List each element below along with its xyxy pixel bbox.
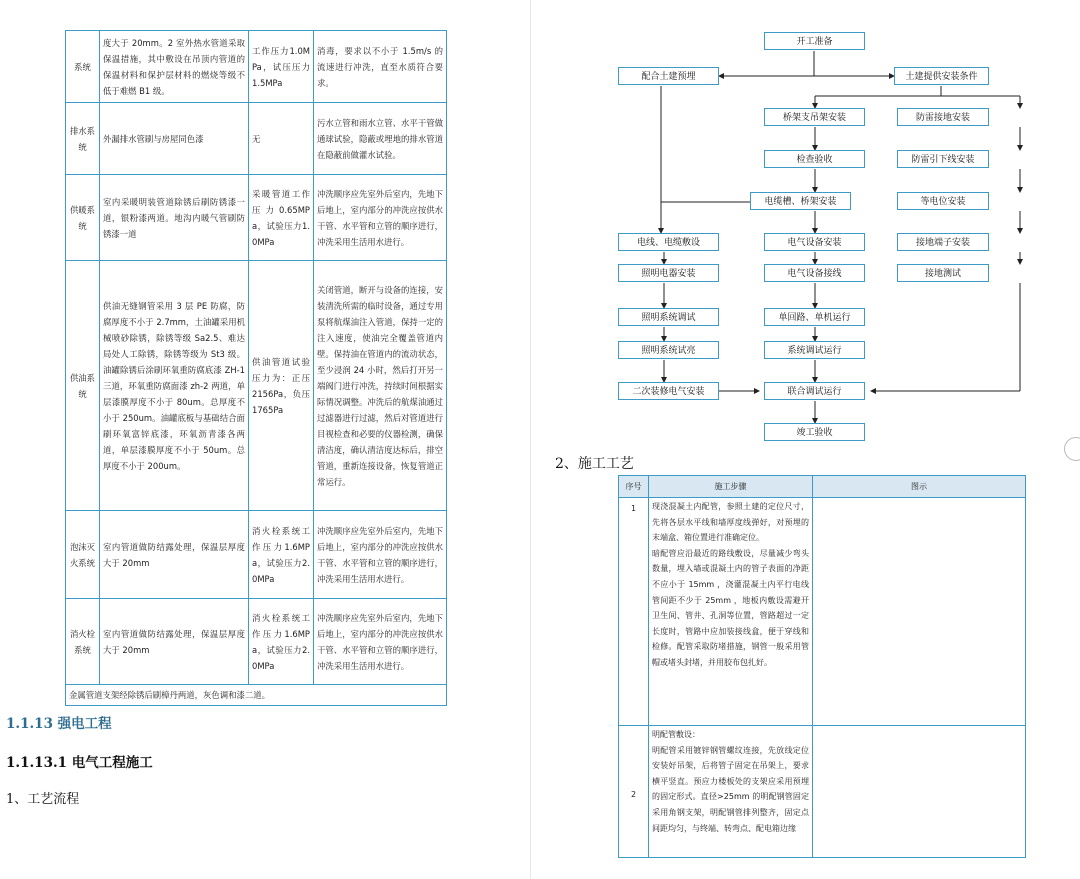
process-table xyxy=(618,475,1026,858)
right-page xyxy=(531,0,1080,879)
pressure-cell: 工作压力1.0MPa，试压压力1.5MPa xyxy=(249,31,314,103)
table-footer-row xyxy=(66,685,447,706)
row-diagram xyxy=(813,726,1026,858)
table-row xyxy=(66,511,447,599)
flow-node-civil-coop: 配合土建预埋 xyxy=(618,67,719,85)
table-row xyxy=(619,498,1026,726)
row-diagram xyxy=(813,498,1026,726)
requirement-cell: 外漏排水管刷与房屋同色漆 xyxy=(100,103,249,175)
category-cell: 系统 xyxy=(66,31,100,103)
flow-node-equip-wiring: 电气设备接线 xyxy=(764,264,865,282)
flow-node-ground-test: 接地测试 xyxy=(897,264,989,282)
table-row xyxy=(66,175,447,261)
flow-node-equip-install: 电气设备安装 xyxy=(764,233,865,251)
flow-node-wire-laying: 电线、电缆敷设 xyxy=(618,233,719,251)
category-cell: 排水系统 xyxy=(66,103,100,175)
requirement-cell: 室内采暖明装管道除锈后刷防锈漆一道，银粉漆两道。地沟内暖气管刷防锈漆一道 xyxy=(100,175,249,261)
flow-node-lightning-down: 防雷引下线安装 xyxy=(897,150,989,168)
flushing-cell: 污水立管和雨水立管、水平干管做通球试验，隐蔽或埋地的排水管道在隐蔽前做灌水试验。 xyxy=(314,103,447,175)
flow-node-tray-support: 桥架支吊架安装 xyxy=(764,108,865,126)
pressure-cell: 消火栓系统工作压力1.6MPa，试验压力2.0MPa xyxy=(249,599,314,685)
flow-node-civil-cond: 土建提供安装条件 xyxy=(894,67,989,85)
flow-node-light-debug: 照明系统调试 xyxy=(618,308,719,326)
flow-node-inspection: 检查验收 xyxy=(764,150,865,168)
header-num: 序号 xyxy=(619,476,649,498)
flow-node-joint-debug: 联合调试运行 xyxy=(764,382,865,400)
flushing-cell: 消毒，要求以不小于 1.5m/s 的流速进行冲洗，直至水质符合要求。 xyxy=(314,31,447,103)
table-row xyxy=(619,726,1026,858)
row-step: 现浇混凝土内配管，参照土建的定位尺寸，先将各层水平线和墙厚度线弹好，对预埋的末端盒、箱位置进行准确定位。 暗配管应沿最近的路线敷设，尽量减少弯头数量，埋入墙或混凝土内的管子表面的净距不应小于 15mm ，浇灌混凝土内平行电线管间距不少于 25mm ，地板内敷设需避开卫生间、管井、孔洞等位置，管路超过一定长度时，管路中应加装接线盒，便于穿线和检修。配管采取防堵措施，钢管一般采用管帽或堵头封堵，并用胶布包扎好。 xyxy=(649,498,813,726)
header-step: 施工步骤 xyxy=(649,476,813,498)
pressure-cell: 供油管道试验压力为：正压 2156Pa，负压 1765Pa xyxy=(249,261,314,511)
page-scroll-handle[interactable] xyxy=(1064,437,1080,461)
flow-node-system-debug: 系统调试运行 xyxy=(764,341,865,359)
spec-table xyxy=(65,30,447,706)
category-cell: 供油系统 xyxy=(66,261,100,511)
section-heading: 2、施工工艺 xyxy=(555,456,634,472)
category-cell: 泡沫灭火系统 xyxy=(66,511,100,599)
flushing-cell: 冲洗顺序应先室外后室内，先地下后地上，室内部分的冲洗应按供水干管、水平管和立管的顺序进行，冲洗采用生活用水进行。 xyxy=(314,175,447,261)
flow-node-single-run: 单回路、单机运行 xyxy=(764,308,865,326)
flushing-cell: 冲洗顺序应先室外后室内，先地下后地上，室内部分的冲洗应按供水干管、水平管和立管的顺序进行，冲洗采用生活用水进行。 xyxy=(314,599,447,685)
table-row xyxy=(66,103,447,175)
flow-node-start: 开工准备 xyxy=(764,32,865,50)
flow-node-completion: 竣工验收 xyxy=(764,423,865,441)
row-num: 2 xyxy=(619,726,649,858)
flushing-cell: 关闭管道，断开与设备的连接，安装清洗所需的临时设备，通过专用泵将航煤油注入管道，保持一定的注入速度，使油完全覆盖管道内壁。保持油在管道内的流动状态，至少浸润 24 小时，然后打开另一端阀门进行冲洗，持续时间根据实际情况调整。冲洗后的航煤油通过过滤器进行过滤，然后对管道进行目视检查和必要的仪器检测，确保清洁度，确认清洁度达标后，排空管道，重新连接设备，恢复管道正常运行。 xyxy=(314,261,447,511)
requirement-cell: 供油无缝钢管采用 3 层 PE 防腐，防腐厚度不小于 2.7mm，土油罐采用机械喷砂除锈，除锈等级 Sa2.5、难达局处人工除锈，除锈等级为 St3 级。油罐除锈后涂刷环氧重防腐底漆 ZH-1 三道，环氧重防腐面漆 zh-2 两道，单层漆膜厚度不小于 80um。总厚度不小于 250um。油罐底板与基础结合面刷环氧富锌底漆，环氧沥青漆各两道，单层漆膜厚度不小于 50um。总厚度不小于 200um。 xyxy=(100,261,249,511)
flow-node-cable-tray: 电缆槽、桥架安装 xyxy=(750,192,851,210)
flushing-cell: 冲洗顺序应先室外后室内，先地下后地上，室内部分的冲洗应按供水干管、水平管和立管的顺序进行，冲洗采用生活用水进行。 xyxy=(314,511,447,599)
table-footer-note: 金属管道支架经除锈后刷樟丹两道，灰色调和漆二道。 xyxy=(66,685,447,706)
step-heading: 1、工艺流程 xyxy=(6,792,80,807)
table-row xyxy=(66,599,447,685)
subsection-heading: 1.1.13.1 电气工程施工 xyxy=(6,755,153,771)
left-page xyxy=(0,0,530,879)
section-heading: 1.1.13 强电工程 xyxy=(6,716,112,732)
row-step: 明配管敷设： 明配管采用镀锌钢管螺纹连接，先放线定位安装好吊架，后将管子固定在吊架上，要求横平竖直。预应力楼板处的支架应采用预埋的固定形式。直径>25mm 的明配钢管固定采用角钢支架，明配钢管排列整齐，固定点间距均匀，与终端、转弯点、配电箱边缘 xyxy=(649,726,813,858)
process-flowchart xyxy=(531,0,1080,455)
table-row xyxy=(66,31,447,103)
pressure-cell: 无 xyxy=(249,103,314,175)
table-header-row xyxy=(619,476,1026,498)
row-num: 1 xyxy=(619,498,649,726)
flow-node-decoration: 二次装修电气安装 xyxy=(618,382,719,400)
requirement-cell: 度大于 20mm。2 室外热水管道采取保温措施，其中敷设在吊顶内管道的保温材料和保护层材料的燃烧等级不低于难燃 B1 级。 xyxy=(100,31,249,103)
pressure-cell: 采暖管道工作压力0.65MPa，试验压力1.0MPa xyxy=(249,175,314,261)
requirement-cell: 室内管道做防结露处理，保温层厚度大于 20mm xyxy=(100,511,249,599)
flow-node-ground-terminal: 接地端子安装 xyxy=(897,233,989,251)
header-diagram: 图示 xyxy=(813,476,1026,498)
flow-node-light-fixture: 照明电器安装 xyxy=(618,264,719,282)
requirement-cell: 室内管道做防结露处理，保温层厚度大于 20mm xyxy=(100,599,249,685)
table-row xyxy=(66,261,447,511)
pressure-cell: 消火栓系统工作压力1.6MPa，试验压力2.0MPa xyxy=(249,511,314,599)
category-cell: 供暖系统 xyxy=(66,175,100,261)
category-cell: 消火栓系统 xyxy=(66,599,100,685)
flow-node-light-trial: 照明系统试亮 xyxy=(618,341,719,359)
flow-node-lightning-ground: 防雷接地安装 xyxy=(897,108,989,126)
flow-node-equipotential: 等电位安装 xyxy=(897,192,989,210)
